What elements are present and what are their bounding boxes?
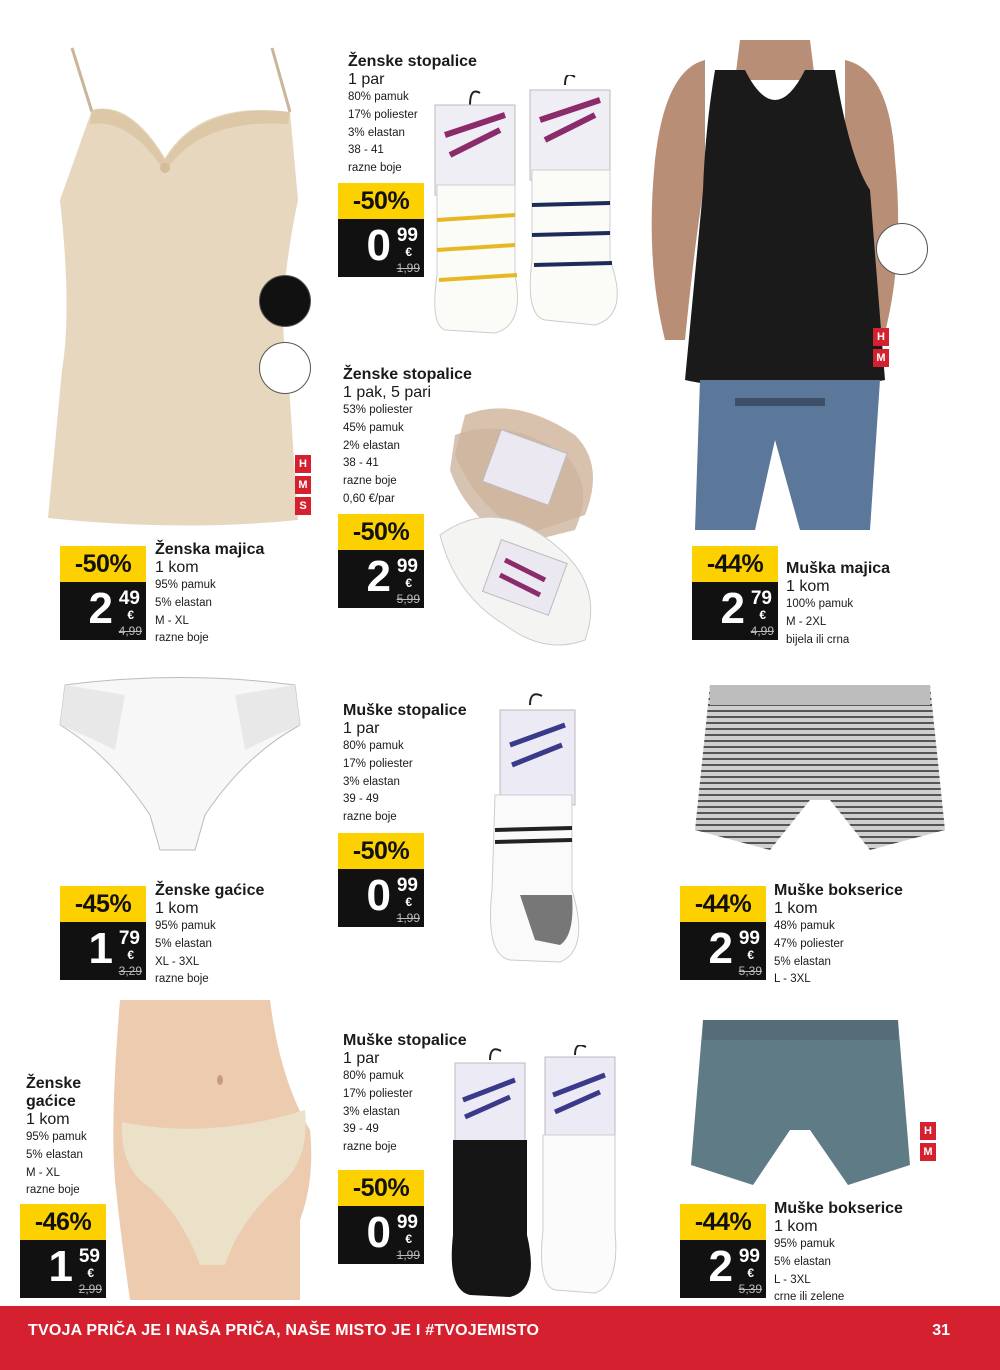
- price-integer: 1: [88, 924, 112, 973]
- product-detail: 47% poliester: [774, 937, 844, 950]
- maxi-badge: M: [295, 476, 311, 494]
- product-detail: razne boje: [26, 1184, 80, 1197]
- product-detail: crne ili zelene: [774, 1291, 845, 1304]
- price-decimal: 99: [396, 1212, 418, 1233]
- price-box: [338, 219, 424, 277]
- discount-badge: -44%: [680, 1204, 766, 1240]
- price-decimal: 99: [396, 875, 418, 896]
- price-integer: 2: [366, 552, 390, 601]
- product-detail: 3% elastan: [343, 775, 400, 788]
- maxi-badge: M: [873, 349, 889, 367]
- price-currency: €: [747, 948, 754, 962]
- product-detail: bijela ili crna: [786, 633, 850, 646]
- price-decimal: 79: [118, 928, 140, 949]
- footer-slogan: TVOJA PRIČA JE I NAŠA PRIČA, NAŠE MISTO JE I #TVOJEMISTO: [28, 1322, 540, 1339]
- price-tag: [20, 1204, 106, 1298]
- product-mens-socks-pair-info: [343, 1032, 467, 1157]
- old-price: 1,99: [396, 261, 420, 275]
- price-integer: 0: [366, 1208, 390, 1257]
- old-price: 5,99: [396, 592, 420, 606]
- product-detail: XL - 3XL: [155, 955, 200, 968]
- product-detail: L - 3XL: [774, 1273, 811, 1286]
- discount-badge: -50%: [338, 1170, 424, 1206]
- product-detail: M - XL: [155, 614, 189, 627]
- price-decimal: 49: [118, 588, 140, 609]
- maxi-badge: M: [920, 1143, 936, 1161]
- price-box: [60, 922, 146, 980]
- product-quantity: 1 par: [343, 1050, 380, 1067]
- price-box: [692, 582, 778, 640]
- product-quantity: 1 kom: [774, 900, 818, 917]
- product-mens-boxers-striped-info: [774, 882, 903, 989]
- price-currency: €: [405, 576, 412, 590]
- product-detail: 0,60 €/par: [343, 492, 395, 505]
- product-womens-briefs-xl-info: [155, 882, 264, 989]
- price-integer: 2: [708, 1242, 732, 1291]
- product-detail: 80% pamuk: [348, 91, 409, 103]
- mens-boxers-green-image: [688, 1015, 913, 1195]
- price-box: [338, 550, 424, 608]
- product-name: Muške bokserice: [774, 882, 903, 899]
- product-name: Ženska majica: [155, 541, 265, 558]
- price-integer: 2: [708, 924, 732, 973]
- product-name: Ženske gaćice: [26, 1075, 82, 1110]
- product-detail: razne boje: [343, 1141, 397, 1154]
- product-detail: 39 - 49: [343, 1123, 379, 1136]
- price-box: [20, 1240, 106, 1298]
- old-price: 1,99: [396, 1248, 420, 1262]
- product-womens-socks-pack-info: [343, 366, 472, 509]
- price-box: [338, 1206, 424, 1264]
- price-tag: [680, 886, 766, 980]
- product-detail: M - 2XL: [786, 615, 827, 628]
- product-quantity: 1 par: [348, 71, 385, 88]
- product-mens-boxers-green-info: [774, 1200, 903, 1307]
- product-quantity: 1 pak, 5 pari: [343, 384, 432, 401]
- price-currency: €: [127, 948, 134, 962]
- product-quantity: 1 kom: [786, 578, 830, 595]
- super-badge: S: [295, 497, 311, 515]
- product-detail: 38 - 41: [343, 457, 379, 470]
- product-detail: razne boje: [155, 632, 209, 645]
- price-tag: [692, 546, 778, 640]
- price-currency: €: [747, 1266, 754, 1280]
- product-name: Ženske stopalice: [348, 53, 477, 70]
- price-currency: €: [405, 245, 412, 259]
- price-tag: [338, 183, 424, 277]
- product-quantity: 1 kom: [26, 1111, 70, 1128]
- mens-boxers-striped-image: [690, 680, 950, 860]
- old-price: 2,99: [78, 1282, 102, 1296]
- page-number: 31: [932, 1322, 950, 1339]
- price-decimal: 59: [78, 1246, 100, 1267]
- price-decimal: 99: [738, 1246, 760, 1267]
- hiper-badge: H: [920, 1122, 936, 1140]
- price-integer: 2: [88, 584, 112, 633]
- product-detail: razne boje: [155, 973, 209, 986]
- old-price: 1,99: [396, 911, 420, 925]
- product-detail: 5% elastan: [774, 1255, 831, 1268]
- old-price: 4,99: [118, 624, 142, 638]
- price-decimal: 99: [396, 556, 418, 577]
- price-integer: 1: [48, 1242, 72, 1291]
- product-detail: L - 3XL: [774, 973, 811, 986]
- old-price: 4,99: [750, 624, 774, 638]
- product-detail: 95% pamuk: [26, 1131, 87, 1143]
- product-detail: 2% elastan: [343, 439, 400, 452]
- price-currency: €: [405, 895, 412, 909]
- product-detail: 45% pamuk: [343, 421, 404, 434]
- price-tag: [60, 546, 146, 640]
- product-detail: razne boje: [343, 811, 397, 824]
- price-decimal: 79: [750, 588, 772, 609]
- discount-badge: -50%: [338, 514, 424, 550]
- black-color-swatch: [259, 275, 311, 327]
- product-detail: 39 - 49: [343, 793, 379, 806]
- price-currency: €: [87, 1266, 94, 1280]
- store-badges: [295, 455, 311, 518]
- product-womens-briefs-info: [26, 1075, 96, 1200]
- product-quantity: 1 kom: [155, 900, 199, 917]
- price-integer: 2: [720, 584, 744, 633]
- product-detail: 48% pamuk: [774, 920, 835, 932]
- product-detail: 53% poliester: [343, 404, 413, 416]
- product-name: Muške stopalice: [343, 702, 467, 719]
- product-detail: 5% elastan: [155, 937, 212, 950]
- product-detail: 17% poliester: [348, 108, 418, 121]
- price-tag: [338, 833, 424, 927]
- product-detail: 95% pamuk: [155, 920, 216, 932]
- product-detail: 80% pamuk: [343, 1070, 404, 1082]
- product-detail: 17% poliester: [343, 1087, 413, 1100]
- product-detail: 5% elastan: [155, 596, 212, 609]
- product-womens-socks-pair-info: [348, 53, 477, 178]
- price-currency: €: [127, 608, 134, 622]
- store-badges-boxers: [920, 1122, 936, 1164]
- product-detail: razne boje: [343, 475, 397, 488]
- price-box: [338, 869, 424, 927]
- product-name: Ženske gaćice: [155, 882, 265, 899]
- footer-bar: [0, 1306, 1000, 1370]
- product-detail: 5% elastan: [774, 955, 831, 968]
- mens-socks-white-image: [480, 690, 590, 970]
- product-detail: 38 - 41: [348, 144, 384, 157]
- product-detail: 5% elastan: [26, 1148, 83, 1161]
- hiper-badge: H: [873, 328, 889, 346]
- product-womens-top-info: [155, 541, 264, 648]
- white-color-swatch: [259, 342, 311, 394]
- price-decimal: 99: [738, 928, 760, 949]
- product-detail: 100% pamuk: [786, 598, 854, 610]
- product-detail: 17% poliester: [343, 757, 413, 770]
- mens-socks-black-white-image: [445, 1045, 620, 1300]
- product-detail: 3% elastan: [348, 126, 405, 139]
- price-box: [680, 922, 766, 980]
- product-quantity: 1 par: [343, 720, 380, 737]
- womens-briefs-model-image: [100, 1000, 320, 1300]
- mens-tank-top-image: [645, 40, 905, 530]
- product-name: Ženske stopalice: [343, 366, 472, 383]
- product-detail: M - XL: [26, 1166, 60, 1179]
- product-name: Muška majica: [786, 560, 891, 577]
- product-detail: 95% pamuk: [155, 579, 216, 591]
- womens-briefs-white-image: [55, 675, 305, 865]
- hiper-badge: H: [295, 455, 311, 473]
- store-badges-mens-top: [873, 328, 889, 370]
- price-tag: [680, 1204, 766, 1298]
- product-detail: 3% elastan: [343, 1105, 400, 1118]
- price-integer: 0: [366, 221, 390, 270]
- old-price: 5,39: [738, 1282, 762, 1296]
- white-color-swatch-mens: [876, 223, 928, 275]
- discount-badge: -50%: [60, 546, 146, 582]
- product-quantity: 1 kom: [155, 559, 199, 576]
- price-box: [60, 582, 146, 640]
- product-name: Muške bokserice: [774, 1200, 903, 1217]
- price-tag: [60, 886, 146, 980]
- discount-badge: -45%: [60, 886, 146, 922]
- price-currency: €: [405, 1232, 412, 1246]
- discount-badge: -50%: [338, 833, 424, 869]
- product-quantity: 1 kom: [774, 1218, 818, 1235]
- discount-badge: -44%: [692, 546, 778, 582]
- old-price: 3,29: [118, 964, 142, 978]
- product-detail: 95% pamuk: [774, 1238, 835, 1250]
- price-tag: [338, 514, 424, 608]
- price-box: [680, 1240, 766, 1298]
- product-mens-socks-white-info: [343, 702, 467, 827]
- discount-badge: -46%: [20, 1204, 106, 1240]
- product-mens-top-info: [786, 560, 890, 649]
- discount-badge: -50%: [338, 183, 424, 219]
- old-price: 5,39: [738, 964, 762, 978]
- price-integer: 0: [366, 871, 390, 920]
- price-currency: €: [759, 608, 766, 622]
- price-tag: [338, 1170, 424, 1264]
- product-detail: razne boje: [348, 162, 402, 175]
- discount-badge: -44%: [680, 886, 766, 922]
- product-detail: 80% pamuk: [343, 740, 404, 752]
- price-decimal: 99: [396, 225, 418, 246]
- product-name: Muške stopalice: [343, 1032, 467, 1049]
